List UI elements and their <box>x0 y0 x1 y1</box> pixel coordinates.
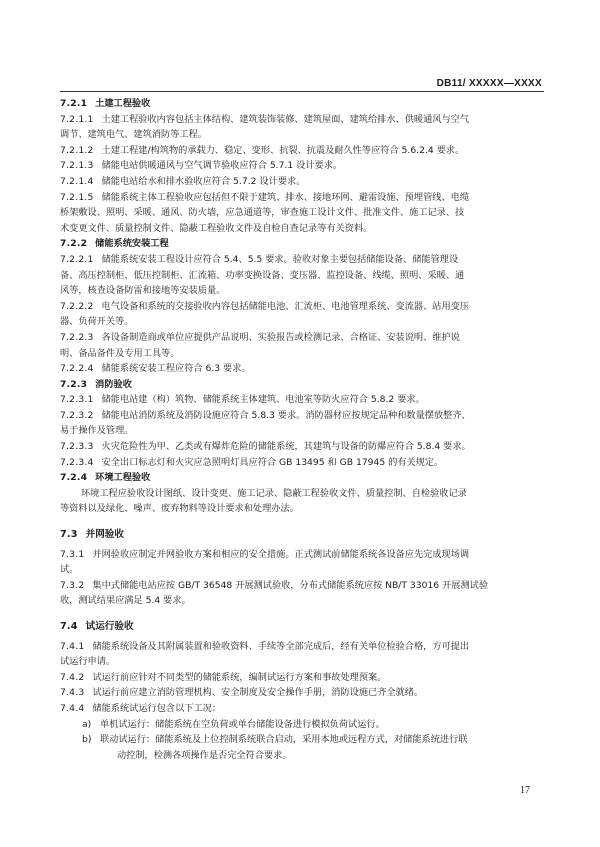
clause-7-2-1-5-cont2: 术变更文件、质量控制文件、隐蔽工程验收文件及自检自查记录等有关资料。 <box>60 222 373 234</box>
clause-7-2-1-4: 7.2.1.4 储能电站给水和排水验收应符合 5.7.2 设计要求。 <box>60 175 306 187</box>
section-7-2-4-text-cont: 等资料以及绿化、噪声、废弃物料等设计要求和处理办法。 <box>60 503 299 515</box>
clause-7-2-2-3-cont: 明、备品备件及专用工具等。 <box>60 347 180 359</box>
clause-7-2-1-3: 7.2.1.3 储能电站供暖通风与空气调节验收应符合 5.7.1 设计要求。 <box>60 160 343 172</box>
clause-7-4-2: 7.4.2 试运行前应针对不同类型的储能系统，编制试运行方案和事故处理预案。 <box>60 671 387 683</box>
section-7-3-heading: 7.3 并网验收 <box>60 529 124 541</box>
clause-7-2-2-1-cont2: 风等，核查设备防雷和接地等安装质量。 <box>60 285 226 297</box>
clause-7-2-3-2: 7.2.3.2 储能电站消防系统及消防设施应符合 5.8.3 要求。消防器材应按规定品种和数量摆放整齐、 <box>60 409 471 421</box>
clause-7-2-1-1-cont: 调节、建筑电气、建筑消防等工程。 <box>60 129 207 141</box>
document-code: DB11/ XXXXX—XXXX <box>436 78 542 89</box>
clause-7-2-3-4: 7.2.3.4 安全出口标志灯和火灾应急照明灯具应符合 GB 13495 和 GB 17945 的有关规定。 <box>60 456 444 468</box>
clause-7-2-1-2: 7.2.1.2 土建工程建/构筑物的承载力、稳定、变形、抗裂、抗震及耐久性等应符合 5.6.2.4 要求。 <box>60 144 465 156</box>
clause-7-2-2-2-cont: 器、负荷开关等。 <box>60 316 134 328</box>
section-7-2-1-heading: 7.2.1 土建工程验收 <box>60 98 151 109</box>
section-7-2-4-heading: 7.2.4 环境工程验收 <box>60 472 151 484</box>
clause-7-2-3-2-cont: 易于操作及管理。 <box>60 425 134 437</box>
clause-7-4-3: 7.4.3 试运行前应建立消防管理机构、安全制度及安全操作手册，消防设施已齐全就绪。 <box>60 687 424 699</box>
clause-7-4-1-cont: 试运行申请。 <box>60 656 116 668</box>
clause-7-2-2-4: 7.2.2.4 储能系统安装工程应符合 6.3 要求。 <box>60 363 251 375</box>
clause-7-3-1-cont: 试。 <box>60 564 79 576</box>
clause-7-2-3-1: 7.2.3.1 储能电站建（构）筑物、储能系统主体建筑、电池室等防火应符合 5.8.2 要求。 <box>60 394 425 406</box>
clause-7-4-4: 7.4.4 储能系统试运行包含以下工况： <box>60 702 222 714</box>
clause-7-2-1-5: 7.2.1.5 储能系统主体工程验收应包括但不限于建筑、排水、接地环网、避雷设施、预埋管线、电缆 <box>60 191 470 203</box>
clause-7-2-2-2: 7.2.2.2 电气设备和系统的交接验收内容包括储能电池、汇流柜、电池管理系统、变流器、站用变压 <box>60 300 470 312</box>
list-item-b: b) 联动试运行：储能系统及上位控制系统联合启动，采用本地或远程方式，对储能系统进行联 <box>82 734 468 746</box>
list-item-b-cont: 动控制，检测各项操作是否完全符合要求。 <box>117 749 292 761</box>
section-7-2-3-heading: 7.2.3 消防验收 <box>60 378 132 390</box>
clause-7-2-3-3: 7.2.3.3 火灾危险性为甲、乙类或有爆炸危险的储能系统，其建筑与设备的防爆应符合 5.8.4 要求。 <box>60 441 471 453</box>
clause-7-3-2-cont: 收，测试结果应满足 5.4 要求。 <box>60 595 191 607</box>
header-divider <box>60 91 544 92</box>
clause-7-2-1-1: 7.2.1.1 土建工程验收内容包括主体结构、建筑装饰装修、建筑屋面、建筑给排水、供暖通风与空气 <box>60 113 470 125</box>
list-item-a: a) 单机试运行：储能系统在空负荷或单台储能设备进行模拟负荷试运行。 <box>82 718 385 730</box>
clause-7-4-1: 7.4.1 储能系统设备及其附属装置和验收资料、手续等全部完成后，经有关单位检验合格，方可提出 <box>60 640 470 652</box>
page-number: 17 <box>520 785 530 796</box>
section-7-2-4-text: 环境工程应验收设计图纸、设计变更、施工记录、隐蔽工程验收文件、质量控制、自检验收记录 <box>81 487 467 499</box>
clause-7-2-1-5-cont: 桥架敷设、照明、采暖、通风、防火墙，应急通道等，审查施工设计文件、批准文件、施工记录、技 <box>60 207 465 219</box>
clause-7-2-2-1-cont: 备、高压控制柜、低压控制柜、汇流箱、功率变换设备、变压器、监控设备、线缆、照明、采暖、通 <box>60 269 465 281</box>
document-body <box>60 96 546 763</box>
clause-7-2-2-3: 7.2.2.3 各设备制造商或单位应提供产品说明、实验报告或检测记录、合格证、安装说明、维护说 <box>60 331 460 343</box>
clause-7-2-2-1: 7.2.2.1 储能系统安装工程设计应符合 5.4、5.5 要求。验收对象主要包括储能设备、储能管理设 <box>60 253 459 265</box>
section-7-4-heading: 7.4 试运行验收 <box>60 621 134 632</box>
clause-7-3-2: 7.3.2 集中式储能电站应按 GB/T 36548 开展测试验收，分布式储能系统应按 NB/T 33016 开展测试验 <box>60 579 489 591</box>
section-7-2-2-heading: 7.2.2 储能系统安装工程 <box>60 238 169 250</box>
clause-7-3-1: 7.3.1 并网验收应制定并网验收方案和相应的安全措施。正式测试前储能系统各设备应先完成现场调 <box>60 548 470 560</box>
